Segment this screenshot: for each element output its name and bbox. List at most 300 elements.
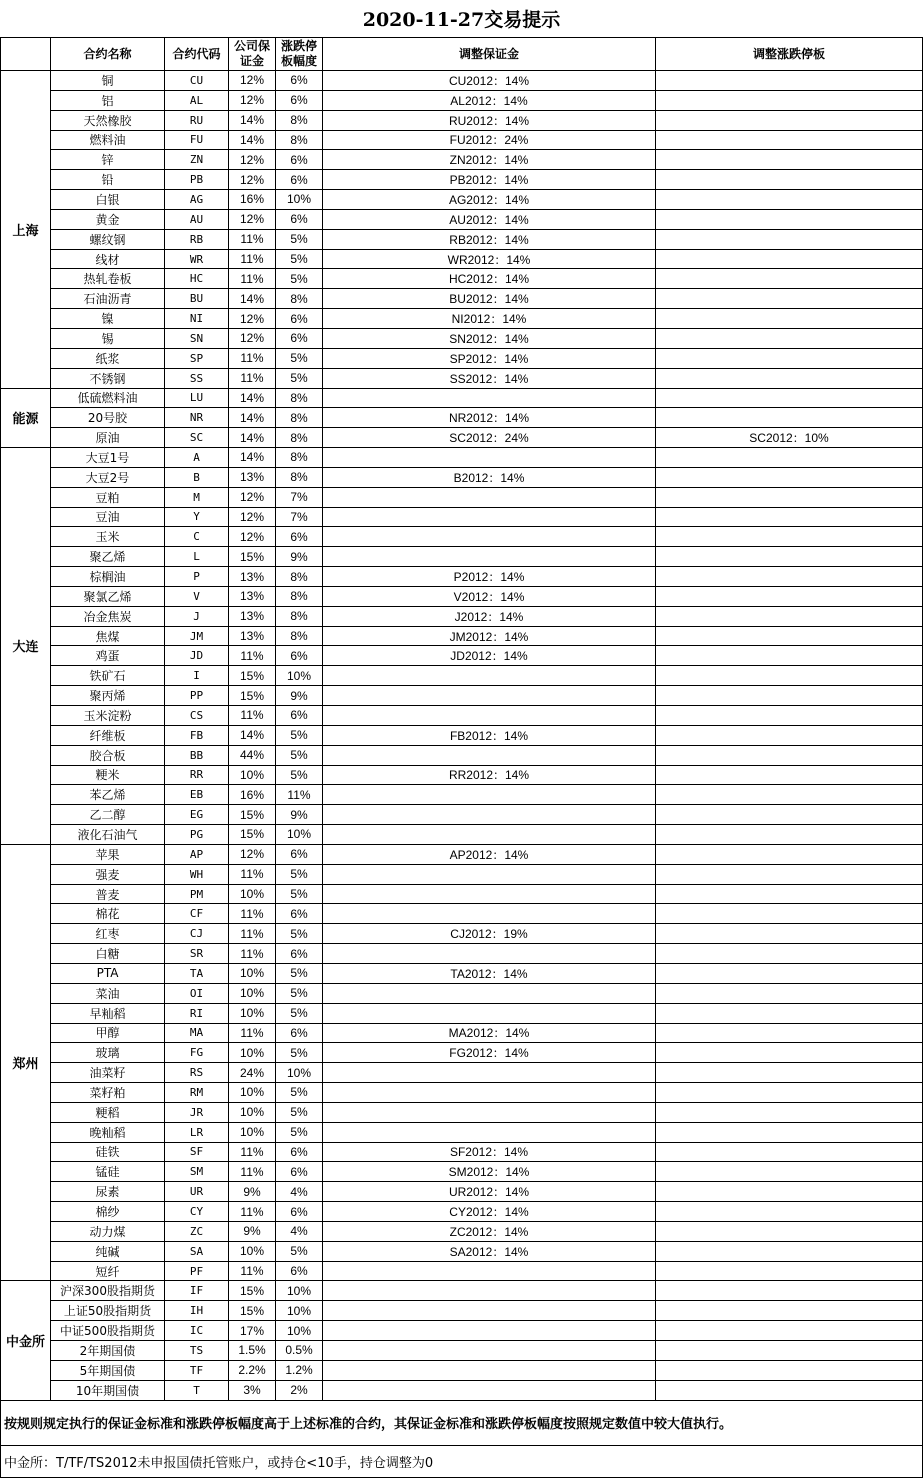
table-row [1,1083,923,1103]
contract-name-cell: 豆油 [51,507,165,527]
exchange-cell: 郑州 [1,844,51,1281]
contract-name-cell: 红枣 [51,924,165,944]
contract-name-cell: 棉纱 [51,1202,165,1222]
adjusted-limit-cell [656,646,923,666]
contract-code-cell: FU [165,130,229,150]
limit-cell: 5% [276,368,323,388]
adjusted-margin-cell: NI2012：14% [323,309,656,329]
limit-cell: 6% [276,1202,323,1222]
adjusted-limit-cell [656,745,923,765]
contract-name-cell: 冶金焦炭 [51,606,165,626]
margin-cell: 15% [229,547,276,567]
limit-cell: 6% [276,1023,323,1043]
contract-code-cell: RM [165,1083,229,1103]
contract-code-cell: OI [165,983,229,1003]
contract-name-cell: 纯碱 [51,1241,165,1261]
adjusted-limit-cell [656,686,923,706]
limit-cell: 6% [276,646,323,666]
adjusted-margin-cell: P2012：14% [323,567,656,587]
limit-cell: 8% [276,626,323,646]
table-row [1,963,923,983]
table-row [1,448,923,468]
limit-cell: 6% [276,71,323,91]
margin-cell: 9% [229,1182,276,1202]
table-row [1,924,923,944]
adjusted-limit-cell [656,328,923,348]
adjusted-margin-cell [323,904,656,924]
adjusted-margin-cell: BU2012：14% [323,289,656,309]
adjusted-limit-cell [656,983,923,1003]
adjusted-margin-cell: AL2012：14% [323,90,656,110]
margin-cell: 11% [229,706,276,726]
limit-cell: 5% [276,249,323,269]
margin-cell: 1.5% [229,1341,276,1361]
adjusted-margin-cell: FU2012：24% [323,130,656,150]
table-row [1,130,923,150]
adjusted-margin-cell: JM2012：14% [323,626,656,646]
contract-name-cell: 短纤 [51,1261,165,1281]
margin-cell: 12% [229,71,276,91]
adjusted-limit-cell [656,289,923,309]
margin-cell: 11% [229,864,276,884]
adjusted-limit-cell [656,448,923,468]
adjusted-limit-cell [656,507,923,527]
adjusted-margin-cell: J2012：14% [323,606,656,626]
adjusted-limit-cell [656,1202,923,1222]
adjusted-margin-cell [323,388,656,408]
contract-code-cell: CF [165,904,229,924]
margin-cell: 14% [229,110,276,130]
contract-code-cell: SC [165,428,229,448]
contract-name-cell: 早籼稻 [51,1003,165,1023]
table-row [1,686,923,706]
table-row [1,944,923,964]
adjusted-limit-cell [656,606,923,626]
contract-name-cell: 晚籼稻 [51,1122,165,1142]
contract-code-cell: NR [165,408,229,428]
adjusted-margin-cell [323,1321,656,1341]
limit-cell: 6% [276,1162,323,1182]
adjusted-limit-cell [656,725,923,745]
contract-name-cell: 油菜籽 [51,1063,165,1083]
adjusted-limit-cell [656,1162,923,1182]
contract-code-cell: A [165,448,229,468]
adjusted-margin-cell: NR2012：14% [323,408,656,428]
contract-name-cell: 锡 [51,328,165,348]
margin-cell: 15% [229,1281,276,1301]
adjusted-limit-cell [656,765,923,785]
contract-name-cell: 上证50股指期货 [51,1301,165,1321]
adjusted-limit-cell [656,368,923,388]
margin-cell: 14% [229,408,276,428]
table-row [1,1063,923,1083]
table-row [1,706,923,726]
margin-cell: 16% [229,785,276,805]
limit-cell: 5% [276,1043,323,1063]
contract-code-cell: JD [165,646,229,666]
contract-code-cell: FG [165,1043,229,1063]
contract-code-cell: EG [165,805,229,825]
table-row [1,1380,923,1400]
header-adjusted-limit: 调整涨跌停板 [656,38,923,71]
limit-cell: 8% [276,130,323,150]
contract-code-cell: ZC [165,1221,229,1241]
margin-cell: 10% [229,1102,276,1122]
margin-cell: 12% [229,90,276,110]
adjusted-limit-cell [656,1221,923,1241]
table-row [1,1301,923,1321]
margin-cell: 15% [229,686,276,706]
adjusted-limit-cell [656,1261,923,1281]
adjusted-margin-cell [323,1281,656,1301]
header-exchange [1,38,51,71]
contract-name-cell: 动力煤 [51,1221,165,1241]
contract-name-cell: 镍 [51,309,165,329]
table-row [1,1122,923,1142]
table-row [1,825,923,845]
contract-code-cell: LR [165,1122,229,1142]
contract-code-cell: I [165,666,229,686]
adjusted-limit-cell [656,527,923,547]
contract-code-cell: SF [165,1142,229,1162]
limit-cell: 5% [276,745,323,765]
margin-cell: 12% [229,328,276,348]
contract-code-cell: J [165,606,229,626]
limit-cell: 6% [276,150,323,170]
table-row [1,408,923,428]
contract-code-cell: EB [165,785,229,805]
limit-cell: 5% [276,924,323,944]
limit-cell: 1.2% [276,1360,323,1380]
contract-code-cell: PF [165,1261,229,1281]
table-row [1,547,923,567]
adjusted-margin-cell [323,1003,656,1023]
adjusted-limit-cell [656,487,923,507]
table-row [1,388,923,408]
adjusted-limit-cell [656,586,923,606]
exchange-cell: 大连 [1,448,51,845]
table-row [1,309,923,329]
contract-code-cell: JM [165,626,229,646]
contract-code-cell: M [165,487,229,507]
limit-cell: 8% [276,289,323,309]
adjusted-limit-cell [656,71,923,91]
contract-code-cell: SM [165,1162,229,1182]
limit-cell: 8% [276,567,323,587]
adjusted-limit-cell [656,567,923,587]
limit-cell: 5% [276,1122,323,1142]
table-row [1,1241,923,1261]
margin-cell: 14% [229,130,276,150]
limit-cell: 9% [276,805,323,825]
margin-cell: 10% [229,884,276,904]
adjusted-margin-cell [323,686,656,706]
adjusted-margin-cell [323,448,656,468]
adjusted-margin-cell: ZN2012：14% [323,150,656,170]
limit-cell: 6% [276,90,323,110]
contract-name-cell: 苹果 [51,844,165,864]
margin-cell: 10% [229,1122,276,1142]
table-row [1,1162,923,1182]
adjusted-margin-cell: SN2012：14% [323,328,656,348]
adjusted-limit-cell [656,1360,923,1380]
margin-cell: 15% [229,825,276,845]
margin-cell: 14% [229,289,276,309]
contract-code-cell: FB [165,725,229,745]
contract-code-cell: SP [165,348,229,368]
adjusted-margin-cell: SF2012：14% [323,1142,656,1162]
contract-code-cell: AG [165,190,229,210]
contract-name-cell: 棉花 [51,904,165,924]
contract-code-cell: SR [165,944,229,964]
adjusted-margin-cell [323,1261,656,1281]
contract-name-cell: 天然橡胶 [51,110,165,130]
rule-note: 按规则规定执行的保证金标准和涨跌停板幅度高于上述标准的合约，其保证金标准和涨跌停板幅度按照规定数值中较大值执行。 [1,1400,923,1445]
adjusted-margin-cell: ZC2012：14% [323,1221,656,1241]
adjusted-margin-cell: MA2012：14% [323,1023,656,1043]
adjusted-limit-cell [656,90,923,110]
adjusted-margin-cell [323,944,656,964]
limit-cell: 11% [276,785,323,805]
adjusted-limit-cell [656,467,923,487]
adjusted-margin-cell: UR2012：14% [323,1182,656,1202]
contract-name-cell: 液化石油气 [51,825,165,845]
adjusted-margin-cell [323,864,656,884]
margin-cell: 12% [229,150,276,170]
table-row [1,1261,923,1281]
contract-name-cell: 热轧卷板 [51,269,165,289]
table-row [1,1360,923,1380]
contract-code-cell: Y [165,507,229,527]
contract-code-cell: TS [165,1341,229,1361]
table-row [1,1221,923,1241]
limit-cell: 8% [276,110,323,130]
contract-code-cell: IC [165,1321,229,1341]
table-row [1,586,923,606]
contract-name-cell: 豆粕 [51,487,165,507]
limit-cell: 0.5% [276,1341,323,1361]
contract-name-cell: 强麦 [51,864,165,884]
table-row [1,606,923,626]
contract-name-cell: 菜油 [51,983,165,1003]
contract-name-cell: 大豆1号 [51,448,165,468]
adjusted-limit-cell [656,1241,923,1261]
contract-name-cell: 螺纹钢 [51,229,165,249]
contract-name-cell: 玉米淀粉 [51,706,165,726]
table-row [1,249,923,269]
table-row [1,1321,923,1341]
table-row [1,348,923,368]
adjusted-limit-cell [656,1102,923,1122]
contract-code-cell: CU [165,71,229,91]
margin-cell: 12% [229,170,276,190]
adjusted-limit-cell [656,864,923,884]
table-row [1,1043,923,1063]
limit-cell: 10% [276,1301,323,1321]
limit-cell: 6% [276,527,323,547]
contract-code-cell: JR [165,1102,229,1122]
adjusted-margin-cell: RU2012：14% [323,110,656,130]
limit-cell: 5% [276,884,323,904]
adjusted-margin-cell: V2012：14% [323,586,656,606]
table-row [1,507,923,527]
contract-name-cell: 线材 [51,249,165,269]
adjusted-margin-cell: SC2012：24% [323,428,656,448]
margin-cell: 13% [229,586,276,606]
adjusted-limit-cell [656,229,923,249]
contract-code-cell: AP [165,844,229,864]
adjusted-limit-cell [656,1122,923,1142]
limit-cell: 8% [276,586,323,606]
table-row [1,666,923,686]
contract-name-cell: 白糖 [51,944,165,964]
contract-code-cell: CJ [165,924,229,944]
limit-cell: 7% [276,487,323,507]
limit-cell: 6% [276,309,323,329]
adjusted-limit-cell [656,1142,923,1162]
contract-code-cell: P [165,567,229,587]
contract-code-cell: TA [165,963,229,983]
contract-name-cell: 5年期国债 [51,1360,165,1380]
contract-code-cell: RI [165,1003,229,1023]
margin-cell: 15% [229,666,276,686]
table-row [1,1281,923,1301]
limit-cell: 4% [276,1182,323,1202]
table-row [1,289,923,309]
margin-cell: 14% [229,448,276,468]
contract-name-cell: 聚丙烯 [51,686,165,706]
cffex-note: 中金所：T/TF/TS2012未申报国债托管账户，或持仓<10手，持仓调整为0 [1,1445,923,1477]
contract-name-cell: 硅铁 [51,1142,165,1162]
table-row [1,567,923,587]
margin-cell: 11% [229,1261,276,1281]
page-title: 2020-11-27交易提示 [362,9,561,31]
limit-cell: 8% [276,467,323,487]
table-row [1,983,923,1003]
margin-cell: 14% [229,725,276,745]
contract-code-cell: WH [165,864,229,884]
adjusted-margin-cell: SP2012：14% [323,348,656,368]
table-row [1,467,923,487]
contract-code-cell: PB [165,170,229,190]
limit-cell: 8% [276,606,323,626]
exchange-cell: 中金所 [1,1281,51,1400]
adjusted-limit-cell [656,348,923,368]
contract-name-cell: 粳米 [51,765,165,785]
limit-cell: 6% [276,328,323,348]
limit-cell: 5% [276,765,323,785]
limit-cell: 4% [276,1221,323,1241]
adjusted-margin-cell: AU2012：14% [323,209,656,229]
adjusted-margin-cell [323,884,656,904]
margin-cell: 10% [229,983,276,1003]
adjusted-limit-cell [656,825,923,845]
adjusted-limit-cell [656,844,923,864]
header-company-margin: 公司保证金 [229,38,276,71]
margin-cell: 10% [229,765,276,785]
contract-code-cell: AL [165,90,229,110]
contract-name-cell: 低硫燃料油 [51,388,165,408]
adjusted-margin-cell: RR2012：14% [323,765,656,785]
limit-cell: 6% [276,706,323,726]
adjusted-margin-cell [323,1122,656,1142]
adjusted-margin-cell [323,1063,656,1083]
adjusted-limit-cell [656,884,923,904]
contract-name-cell: 甲醇 [51,1023,165,1043]
margin-cell: 11% [229,1162,276,1182]
contract-name-cell: 大豆2号 [51,467,165,487]
limit-cell: 10% [276,666,323,686]
margin-cell: 13% [229,626,276,646]
contract-code-cell: TF [165,1360,229,1380]
margin-cell: 10% [229,1083,276,1103]
adjusted-limit-cell [656,1301,923,1321]
table-row [1,209,923,229]
table-header-row [1,38,923,71]
adjusted-limit-cell [656,110,923,130]
contract-name-cell: 胶合板 [51,745,165,765]
adjusted-limit-cell [656,1182,923,1202]
contract-code-cell: LU [165,388,229,408]
limit-cell: 8% [276,448,323,468]
margin-cell: 10% [229,963,276,983]
adjusted-margin-cell [323,487,656,507]
adjusted-margin-cell: AP2012：14% [323,844,656,864]
contract-code-cell: RS [165,1063,229,1083]
contract-name-cell: 粳稻 [51,1102,165,1122]
contract-code-cell: IH [165,1301,229,1321]
margin-cell: 11% [229,1202,276,1222]
contract-name-cell: 锌 [51,150,165,170]
adjusted-margin-cell: FG2012：14% [323,1043,656,1063]
limit-cell: 2% [276,1380,323,1400]
contract-name-cell: 铁矿石 [51,666,165,686]
adjusted-limit-cell [656,388,923,408]
contract-name-cell: 20号胶 [51,408,165,428]
adjusted-margin-cell [323,706,656,726]
margin-cell: 12% [229,527,276,547]
contract-code-cell: SA [165,1241,229,1261]
contract-code-cell: C [165,527,229,547]
margin-cell: 12% [229,507,276,527]
limit-cell: 6% [276,944,323,964]
contract-name-cell: 锰硅 [51,1162,165,1182]
adjusted-margin-cell [323,1380,656,1400]
table-row [1,884,923,904]
margin-cell: 13% [229,467,276,487]
limit-cell: 10% [276,1281,323,1301]
margin-cell: 12% [229,209,276,229]
table-row [1,626,923,646]
trading-table [0,37,923,1478]
margin-cell: 15% [229,805,276,825]
header-contract-code: 合约代码 [165,38,229,71]
limit-cell: 6% [276,904,323,924]
limit-cell: 5% [276,1003,323,1023]
adjusted-margin-cell: TA2012：14% [323,963,656,983]
margin-cell: 13% [229,606,276,626]
adjusted-margin-cell [323,1083,656,1103]
adjusted-limit-cell [656,1380,923,1400]
table-row [1,269,923,289]
adjusted-limit-cell [656,190,923,210]
adjusted-limit-cell [656,170,923,190]
margin-cell: 13% [229,567,276,587]
adjusted-limit-cell [656,269,923,289]
contract-name-cell: 沪深300股指期货 [51,1281,165,1301]
limit-cell: 9% [276,686,323,706]
adjusted-margin-cell [323,825,656,845]
